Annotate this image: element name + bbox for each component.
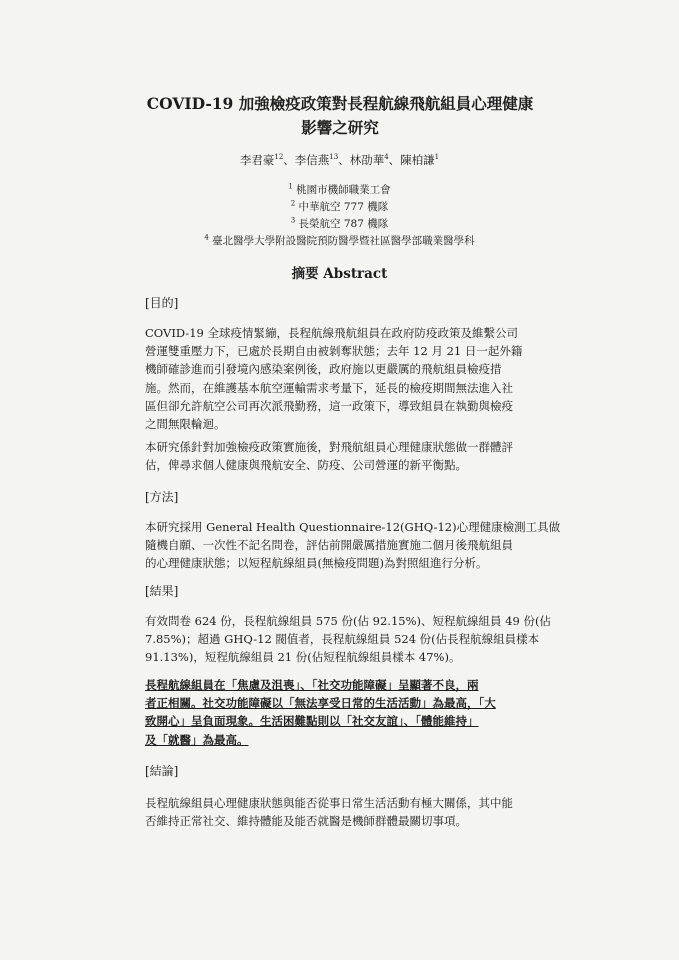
paragraph-purpose-2: [145, 438, 565, 474]
section-purpose: [目的]: [145, 296, 179, 310]
affiliation-text: 中華航空 777 機隊: [295, 201, 389, 213]
paragraph-line: 長程航線組員心理健康狀態與能否從事日常生活活動有極大關係，其中能: [145, 796, 513, 810]
author-name: 林劭華: [349, 153, 385, 167]
paragraph-line: 營運雙重壓力下，已處於長期自由被剝奪狀態；去年 12 月 21 日一起外籍: [145, 344, 523, 359]
affiliation: [0, 182, 679, 199]
paragraph-line: 本研究係針對加強檢疫政策實施後，對飛航組員心理健康狀態做一群體評: [145, 440, 513, 454]
affiliation-text: 桃園市機師職業工會: [292, 184, 391, 196]
affiliation-marker: 1: [288, 182, 293, 191]
paragraph-results-2: [145, 676, 565, 749]
author-name: 李信燕: [294, 153, 330, 167]
section-methods: [方法]: [145, 490, 179, 504]
paragraph-line: 隨機自願、一次性不記名問卷，評估前開嚴厲措施實施二個月後飛航組員: [145, 538, 513, 553]
paragraph-line: 致開心」呈負面現象。生活困難點則以「社交友誼」、「體能維持」: [145, 714, 479, 729]
author-list: [0, 152, 679, 168]
paper-title: [80, 92, 600, 140]
paragraph-conclusion: [145, 794, 565, 830]
author-separator: 、: [338, 153, 350, 167]
affiliation-marker: 4: [204, 233, 209, 242]
affiliation: [0, 216, 679, 233]
affiliation-text: 臺北醫學大學附設醫院預防醫學暨社區醫學部職業醫學科: [208, 235, 475, 247]
paragraph-line: 有效問卷 624 份，長程航線組員 575 份(佔 92.15%)、短程航線組員 49 份(佔: [145, 614, 551, 628]
paragraph-line: 91.13%)，短程航線組員 21 份(佔短程航線組員樣本 47%)。: [145, 650, 461, 665]
author-affiliation-marker: 13: [329, 153, 339, 162]
author-affiliation-marker: 4: [384, 153, 389, 162]
paragraph-results-1: [145, 612, 565, 667]
paragraph-line: 7.85%)；超過 GHQ-12 閥值者，長程航線組員 524 份(佔長程航線組員樣本: [145, 632, 540, 647]
paragraph-line: 估，俾尋求個人健康與飛航安全、防疫、公司營運的新平衡點。: [145, 458, 467, 473]
affiliation-list: [0, 182, 679, 250]
affiliation-text: 長榮航空 787 機隊: [295, 218, 389, 230]
paragraph-line: 長程航線組員在「焦慮及沮喪」、「社交功能障礙」呈顯著不良，兩: [145, 678, 479, 692]
section-conclusion: [結論]: [145, 764, 179, 778]
author-affiliation-marker: 12: [274, 153, 284, 162]
paragraph-line: 及「就醫」為最高。: [145, 732, 249, 747]
author-separator: 、: [388, 153, 401, 167]
abstract-heading: 摘要 Abstract: [291, 266, 388, 282]
paragraph-purpose-1: [145, 324, 565, 433]
paragraph-line: 者正相關。社交功能障礙以「無法享受日常的生活活動」為最高，「大: [145, 696, 496, 711]
paragraph-line: 的心理健康狀態；以短程航線組員(無檢疫問題)為對照組進行分析。: [145, 556, 488, 571]
paragraph-line: 施。然而，在維護基本航空運輸需求考量下，延長的檢疫期間無法進入社: [145, 380, 513, 395]
affiliation: [0, 199, 679, 216]
paragraph-line: 否維持正常社交、維持體能及能否就醫是機師群體最關切事項。: [145, 814, 467, 829]
author-affiliation-marker: 1: [434, 153, 440, 162]
affiliation-marker: 2: [290, 199, 296, 208]
paragraph-methods: [145, 518, 565, 573]
author-name: 李君豪: [239, 153, 275, 167]
affiliation-marker: 3: [290, 216, 296, 225]
title-line-1: COVID-19 加強檢疫政策對長程航線飛航組員心理健康: [146, 94, 534, 113]
author-separator: 、: [283, 153, 295, 167]
section-results: [結果]: [145, 584, 179, 598]
paragraph-line: 區但卻允許航空公司再次派飛勤務，這一政策下，導致組員在執勤與檢疫: [145, 398, 513, 413]
title-line-2: 影響之研究: [301, 118, 379, 137]
paragraph-line: COVID-19 全球疫情緊繃，長程航線飛航組員在政府防疫政策及維繫公司: [145, 326, 518, 340]
paragraph-line: 本研究採用 General Health Questionnaire-12(GHQ-12)心理健康檢測工具做: [145, 520, 561, 534]
affiliation: [0, 233, 679, 250]
paragraph-line: 之間無限輪迴。: [145, 417, 226, 432]
paragraph-line: 機師確診進而引發境內感染案例後，政府施以更嚴厲的飛航組員檢疫措: [145, 362, 502, 377]
author-name: 陳柏謙: [400, 153, 435, 167]
